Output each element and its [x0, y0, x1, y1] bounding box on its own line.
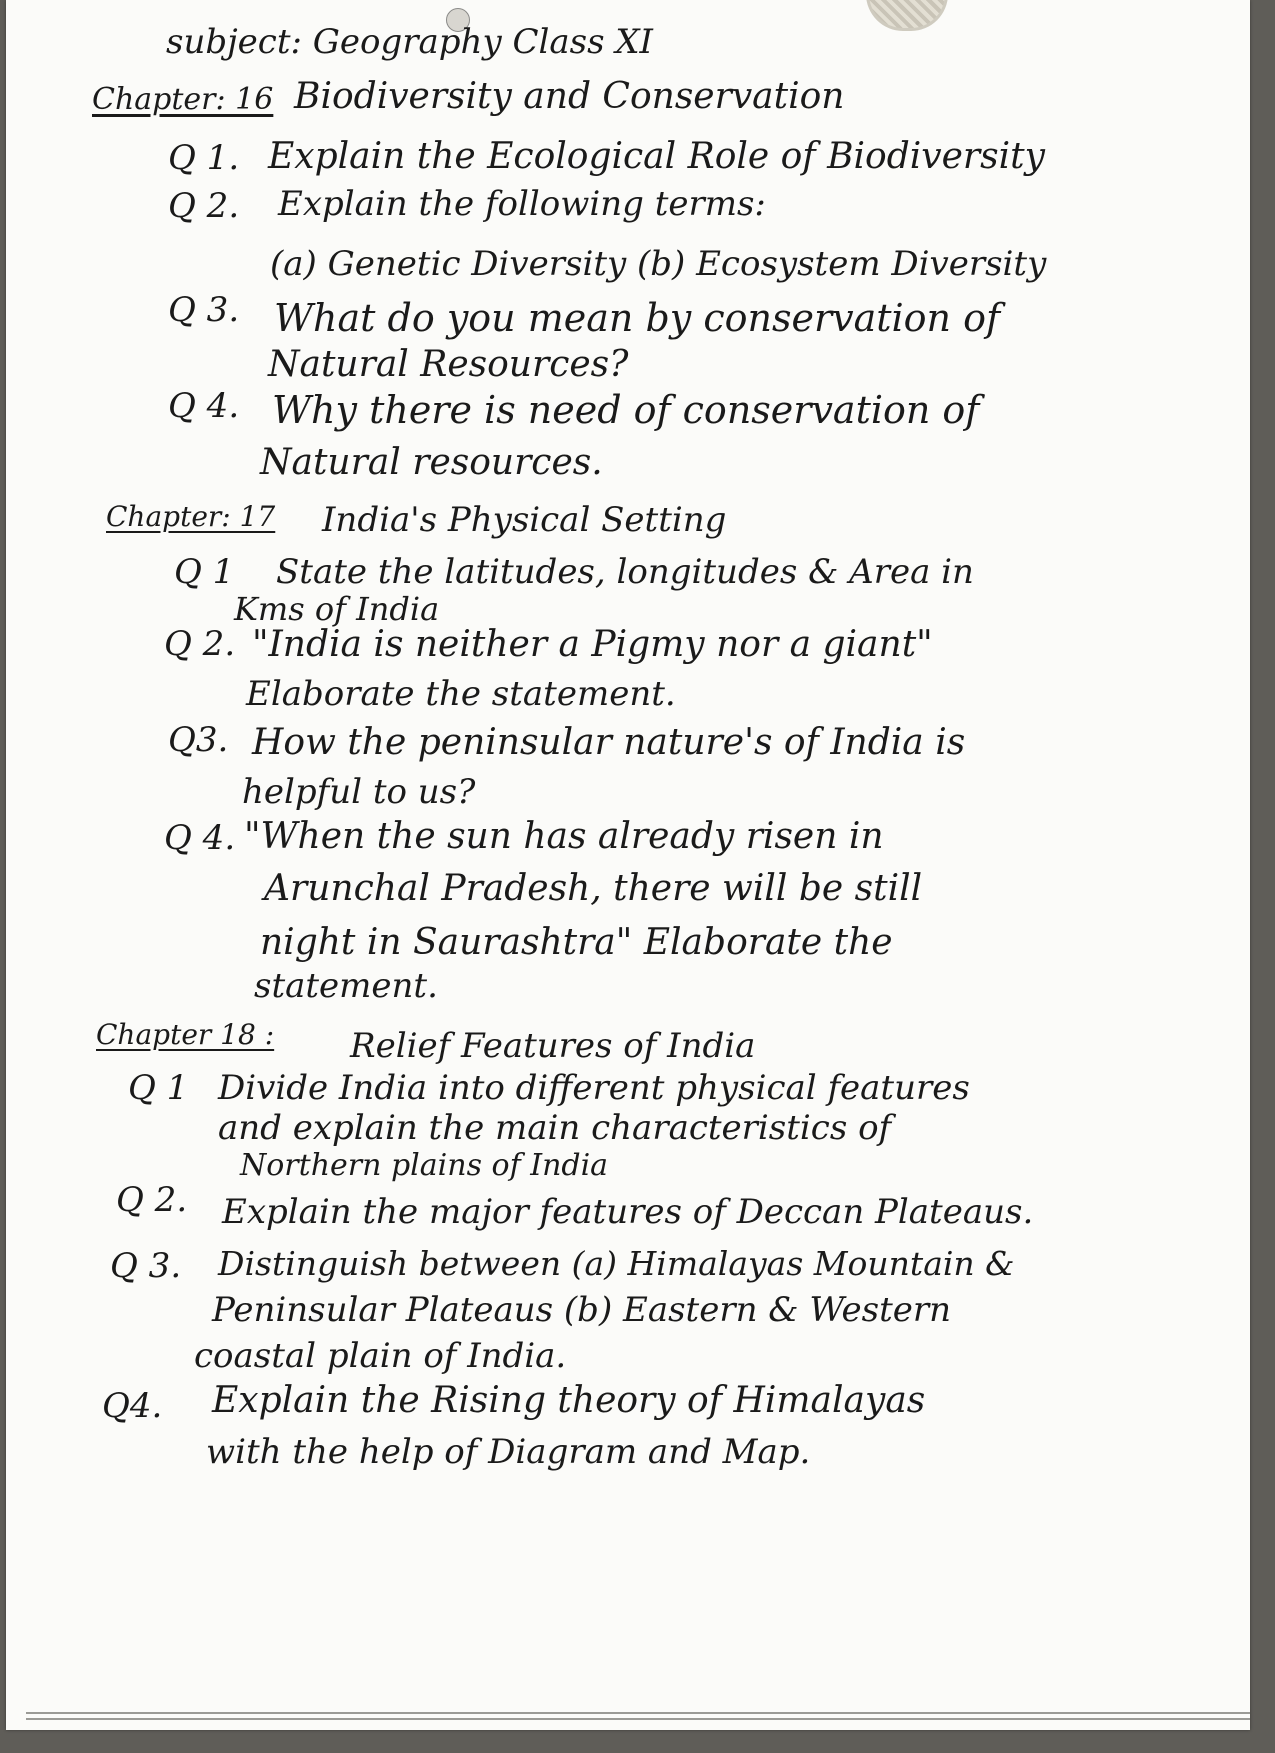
ch16-q2-number: Q 2. [168, 186, 240, 226]
ch16-q4-text-line1: Why there is need of conservation of [272, 388, 980, 432]
ch17-q3-text-line2: helpful to us? [242, 772, 476, 812]
ch17-q3-text-line1: How the peninsular nature's of India is [252, 722, 966, 763]
chapter-18-heading: Chapter 18 : [96, 1018, 275, 1051]
ch17-q2-text-line1: "India is neither a Pigmy nor a giant" [252, 624, 933, 665]
ch18-q2-text: Explain the major features of Deccan Plateaus. [222, 1192, 1034, 1232]
ch18-q3-text-line2: Peninsular Plateaus (b) Eastern & Western [212, 1290, 952, 1330]
ch17-q1-text-line2: Kms of India [234, 590, 440, 628]
ch18-q3-number: Q 3. [110, 1246, 182, 1286]
ch16-q3-text-line1: What do you mean by conservation of [274, 296, 1001, 340]
ch16-q2-text-line2: (a) Genetic Diversity (b) Ecosystem Diversity [270, 244, 1047, 284]
subject-line: subject: Geography Class XI [166, 22, 653, 62]
ch16-q4-number: Q 4. [168, 386, 240, 426]
ch17-q4-text-line1: "When the sun has already risen in [244, 816, 884, 857]
ch16-q1-text: Explain the Ecological Role of Biodiversity [268, 136, 1045, 177]
ch17-q4-text-line2: Arunchal Pradesh, there will be still [264, 868, 923, 909]
ch16-q4-text-line2: Natural resources. [260, 442, 603, 483]
ch18-q4-number: Q4. [102, 1386, 163, 1426]
ch17-q1-number: Q 1 [174, 552, 235, 592]
notebook-page [6, 0, 1250, 1730]
ch17-q4-text-line4: statement. [254, 966, 438, 1006]
ch18-q2-number: Q 2. [116, 1180, 188, 1220]
ch17-q1-text-line1: State the latitudes, longitudes & Area in [276, 552, 974, 592]
ch18-q4-text-line1: Explain the Rising theory of Himalayas [212, 1380, 926, 1421]
ch18-q4-text-line2: with the help of Diagram and Map. [206, 1432, 811, 1472]
ch18-q1-text-line2: and explain the main characteristics of [218, 1108, 892, 1148]
page-edge-line [26, 1718, 1250, 1720]
ch17-q4-text-line3: night in Saurashtra" Elaborate the [260, 922, 893, 963]
chapter-17-heading: Chapter: 17 [106, 500, 276, 533]
ch16-q2-text-line1: Explain the following terms: [278, 184, 766, 224]
ch18-q1-text-line1: Divide India into different physical features [218, 1068, 970, 1108]
page-edge-line [26, 1712, 1250, 1714]
ch17-q2-text-line2: Elaborate the statement. [246, 674, 676, 714]
ch18-q1-number: Q 1 [128, 1068, 189, 1108]
ch17-q2-number: Q 2. [164, 624, 236, 664]
chapter-18-title: Relief Features of India [350, 1026, 756, 1066]
chapter-16-heading: Chapter: 16 [92, 82, 274, 117]
ch17-q3-number: Q3. [168, 720, 229, 760]
ch16-q3-text-line2: Natural Resources? [268, 344, 629, 385]
chapter-17-title: India's Physical Setting [322, 500, 727, 540]
ch18-q3-text-line1: Distinguish between (a) Himalayas Mountain & [218, 1244, 1015, 1283]
ch16-q3-number: Q 3. [168, 290, 240, 330]
binding-string [866, 0, 948, 31]
ch16-q1-number: Q 1. [168, 138, 240, 178]
ch18-q1-text-line3: Northern plains of India [240, 1148, 609, 1183]
ch18-q3-text-line3: coastal plain of India. [194, 1336, 567, 1376]
ch17-q4-number: Q 4. [164, 818, 236, 858]
chapter-16-title: Biodiversity and Conservation [294, 76, 845, 117]
